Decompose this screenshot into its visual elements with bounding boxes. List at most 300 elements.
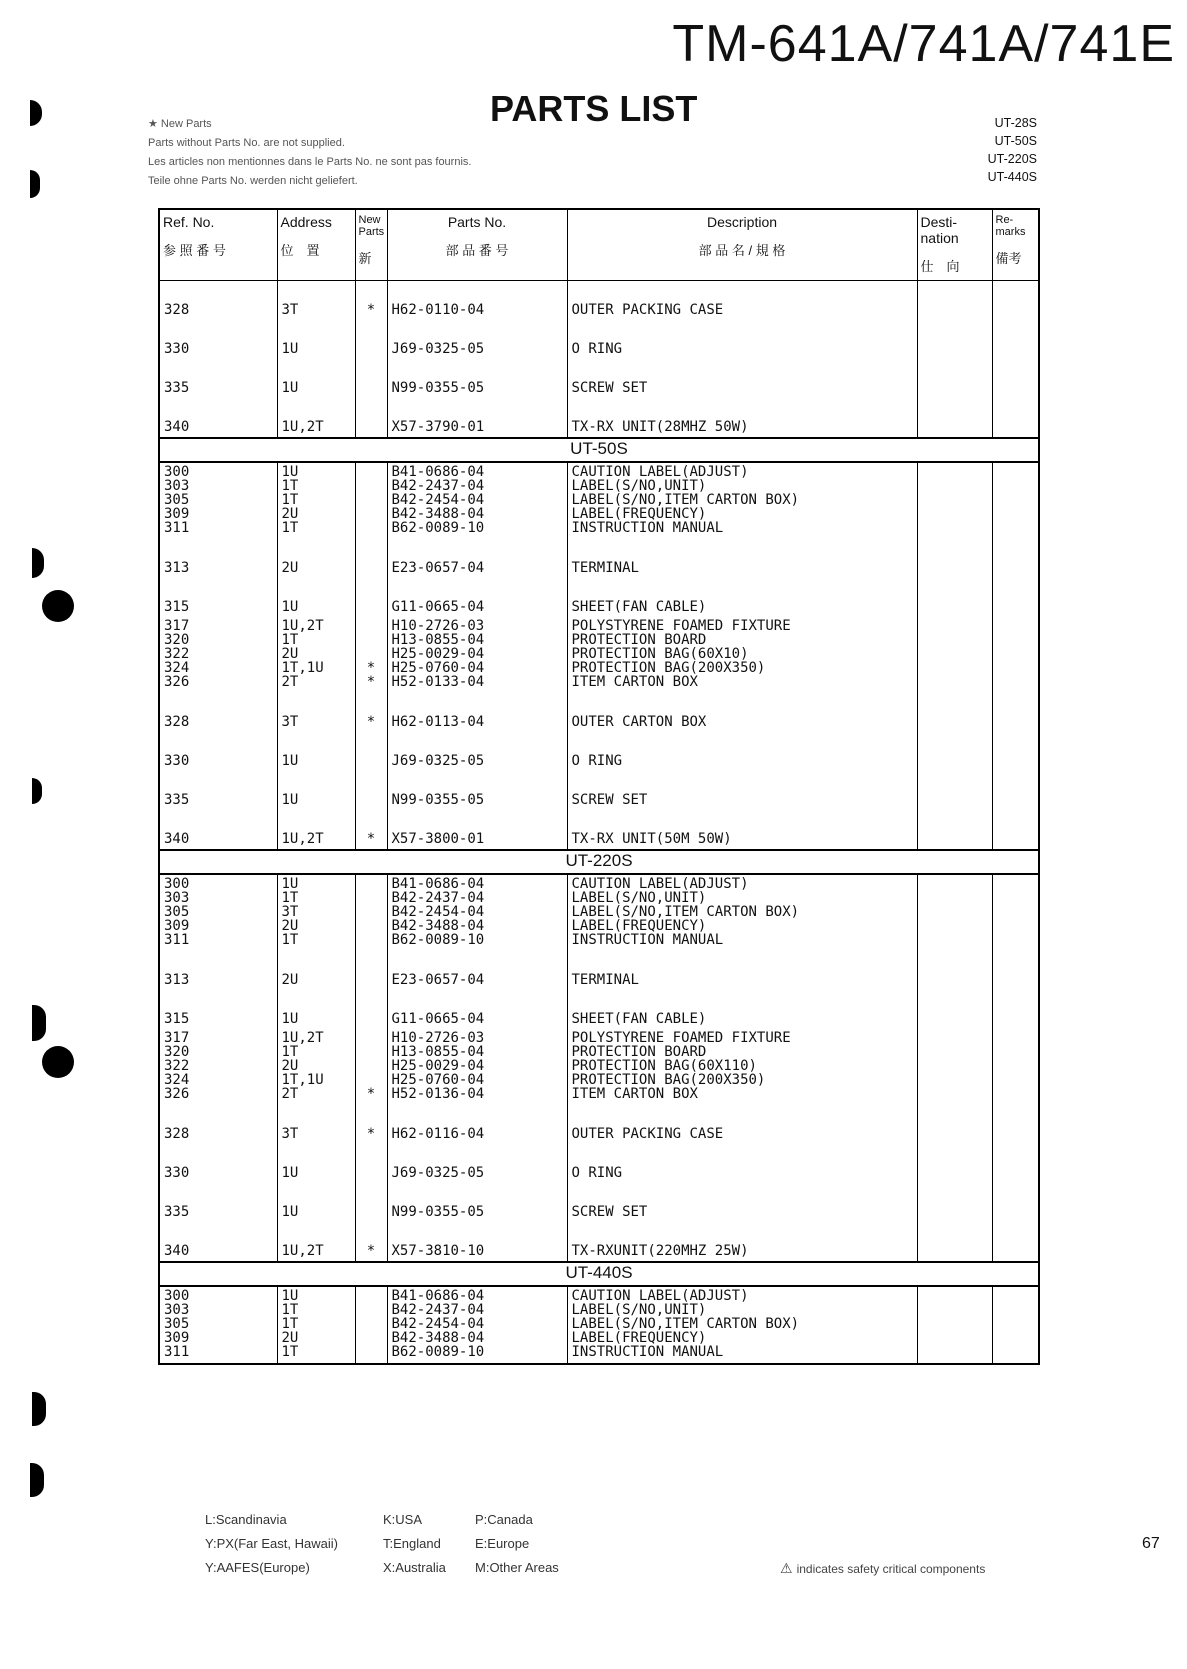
part-number: B42-2454-04 [391,1316,485,1332]
address: 1U,2T [281,1030,324,1046]
address-cell [277,1183,355,1222]
variant-label: UT-440S [987,170,1037,184]
new-part-mark-cell [355,578,387,617]
part-number: B41-0686-04 [391,876,485,892]
part-number-cell [387,578,567,617]
new-part-mark [360,1045,383,1059]
header-address: Address 位 置 [277,209,355,281]
new-part-mark [360,647,383,661]
warning-triangle-icon: ⚠ [780,1560,793,1576]
remarks-cell [992,1144,1039,1183]
note-line: Teile ohne Parts No. werden nicht geliefert. [148,175,358,187]
ref-no-cell [159,1286,277,1364]
parts-table-body [159,281,1039,1365]
address-cell [277,1286,355,1364]
part-number: H13-0855-04 [391,632,485,648]
new-part-mark [360,1317,383,1331]
table-row [159,1144,1039,1183]
new-part-mark-cell [355,320,387,359]
address: 1U [281,1165,299,1181]
address: 3T [281,714,299,730]
description: PROTECTION BAG(200X350) [571,660,766,676]
address: 1T,1U [281,660,324,676]
description: PROTECTION BOARD [571,1044,707,1060]
table-row [159,874,1039,951]
variant-label: UT-220S [987,152,1037,166]
description-cell [567,771,917,810]
description: LABEL(S/NO,UNIT) [571,478,707,494]
address-cell [277,398,355,438]
binding-hole [42,590,74,622]
part-number: H13-0855-04 [391,1044,485,1060]
destination-cell [917,874,992,951]
new-part-mark [360,1059,383,1073]
new-part-mark [360,465,383,479]
section-name: UT-220S [159,850,1039,874]
address: 2U [281,506,299,522]
part-number: B42-2437-04 [391,1302,485,1318]
page-title: PARTS LIST [490,88,698,129]
ref-no: 340 [164,1243,190,1259]
legend-item: L:Scandinavia [205,1512,287,1527]
ref-no: 303 [164,1302,190,1318]
address: 1T [281,890,299,906]
description: TERMINAL [571,560,639,576]
address: 1T [281,932,299,948]
address-cell [277,1029,355,1105]
ref-no-cell [159,732,277,771]
table-row [159,771,1039,810]
description-cell [567,539,917,578]
new-part-mark [360,521,383,535]
part-number-cell [387,990,567,1029]
ref-no: 305 [164,904,190,920]
address: 1U [281,1204,299,1220]
description: SCREW SET [571,380,648,396]
ref-no: 322 [164,646,190,662]
description: TX-RXUNIT(220MHZ 25W) [571,1243,749,1259]
table-row [159,1183,1039,1222]
description-cell [567,1144,917,1183]
new-part-mark [360,919,383,933]
new-part-mark-cell [355,874,387,951]
new-part-mark-cell [355,771,387,810]
remarks-cell [992,462,1039,539]
new-part-mark: * [366,660,376,676]
new-part-mark: * [366,302,376,318]
remarks-cell [992,281,1039,321]
part-number: B62-0089-10 [391,520,485,536]
remarks-cell [992,398,1039,438]
destination-cell [917,1222,992,1262]
new-part-mark: * [366,1126,376,1142]
remarks-cell [992,810,1039,850]
new-part-mark [360,1073,383,1087]
description-cell [567,732,917,771]
ref-no: 328 [164,1126,190,1142]
description: OUTER PACKING CASE [571,1126,724,1142]
address: 2U [281,1330,299,1346]
binding-mark [30,170,40,198]
new-part-mark-cell [355,539,387,578]
ref-no: 309 [164,506,190,522]
part-number: B42-2454-04 [391,904,485,920]
part-number-cell [387,693,567,732]
part-number: X57-3810-10 [391,1243,485,1259]
remarks-cell [992,578,1039,617]
destination-cell [917,578,992,617]
legend-item: Y:AAFES(Europe) [205,1560,310,1575]
address: 1U,2T [281,831,324,847]
remarks-cell [992,771,1039,810]
description: LABEL(S/NO,UNIT) [571,1302,707,1318]
new-part-mark [360,507,383,521]
description: PROTECTION BAG(60X110) [571,1058,757,1074]
ref-no-cell [159,1222,277,1262]
table-row [159,1286,1039,1364]
part-number: E23-0657-04 [391,972,485,988]
new-part-mark [360,493,383,507]
description: O RING [571,753,623,769]
header-remarks: Re- marks 備考 [992,209,1039,281]
description: O RING [571,1165,623,1181]
part-number-cell [387,359,567,398]
description-cell [567,281,917,321]
part-number: E23-0657-04 [391,560,485,576]
new-part-mark [360,479,383,493]
address-cell [277,539,355,578]
header-ref: Ref. No. 参 照 番 号 [159,209,277,281]
binding-mark [32,548,44,578]
new-part-mark [360,1165,383,1181]
new-part-mark [360,380,383,396]
address-cell [277,951,355,990]
new-part-mark: * [366,1086,376,1102]
ref-no: 328 [164,302,190,318]
note-line: Parts without Parts No. are not supplied. [148,137,345,149]
description: INSTRUCTION MANUAL [571,520,724,536]
new-part-mark [360,753,383,769]
ref-no: 317 [164,618,190,634]
address: 1U [281,753,299,769]
description-cell [567,320,917,359]
address: 2U [281,560,299,576]
ref-no-cell [159,1105,277,1144]
description-cell [567,1183,917,1222]
header-parts-no: Parts No. 部 品 番 号 [387,209,567,281]
table-row [159,990,1039,1029]
new-part-mark [360,1303,383,1317]
address: 2U [281,918,299,934]
table-row [159,539,1039,578]
legend-item: M:Other Areas [475,1560,559,1575]
ref-no-cell [159,810,277,850]
legend-item: X:Australia [383,1560,446,1575]
part-number-cell [387,281,567,321]
description: CAUTION LABEL(ADJUST) [571,464,749,480]
new-part-mark-cell [355,990,387,1029]
binding-mark [32,778,42,804]
ref-no: 326 [164,1086,190,1102]
destination-cell [917,320,992,359]
address-cell [277,281,355,321]
description: PROTECTION BOARD [571,632,707,648]
part-number: H25-0029-04 [391,646,485,662]
new-part-mark-cell [355,693,387,732]
safety-note [780,1560,985,1577]
part-number: B62-0089-10 [391,932,485,948]
address-cell [277,810,355,850]
ref-no: 309 [164,918,190,934]
ref-no: 303 [164,890,190,906]
binding-mark [30,1463,44,1497]
part-number: B42-2454-04 [391,492,485,508]
variant-label: UT-50S [994,134,1037,148]
part-number: B42-3488-04 [391,918,485,934]
ref-no: 335 [164,792,190,808]
new-part-mark [360,1289,383,1303]
binding-hole [42,1046,74,1078]
new-part-mark: * [366,831,376,847]
new-part-mark-cell [355,951,387,990]
ref-no: 311 [164,520,190,536]
ref-no: 305 [164,1316,190,1332]
note-line: Les articles non mentionnes dans le Parts No. ne sont pas fournis. [148,156,472,168]
description: LABEL(S/NO,ITEM CARTON BOX) [571,904,800,920]
table-row [159,810,1039,850]
address: 1U [281,341,299,357]
description: ITEM CARTON BOX [571,1086,698,1102]
destination-cell [917,1286,992,1364]
part-number-cell [387,1029,567,1105]
part-number-cell [387,1286,567,1364]
table-row [159,359,1039,398]
destination-legend [205,1512,575,1575]
remarks-cell [992,874,1039,951]
new-part-mark-cell [355,398,387,438]
new-part-mark-cell [355,281,387,321]
address-cell [277,1144,355,1183]
table-row [159,617,1039,693]
description: LABEL(FREQUENCY) [571,506,707,522]
destination-cell [917,462,992,539]
new-part-mark [360,619,383,633]
address-cell [277,874,355,951]
part-number: J69-0325-05 [391,341,485,357]
note-line: ★ New Parts [148,118,212,130]
table-row [159,281,1039,321]
new-part-mark [360,1204,383,1220]
address: 1T [281,632,299,648]
ref-no: 340 [164,831,190,847]
description-cell [567,398,917,438]
description: OUTER CARTON BOX [571,714,707,730]
legend-item: P:Canada [475,1512,533,1527]
ref-no: 311 [164,1344,190,1360]
description: TERMINAL [571,972,639,988]
description-cell [567,810,917,850]
description-cell [567,1029,917,1105]
page-number: 67 [1142,1535,1160,1552]
new-part-mark-cell [355,810,387,850]
ref-no: 322 [164,1058,190,1074]
section-header [159,1262,1039,1286]
table-row [159,732,1039,771]
remarks-cell [992,1105,1039,1144]
ref-no-cell [159,771,277,810]
new-part-mark [360,877,383,891]
table-row [159,951,1039,990]
description-cell [567,462,917,539]
address-cell [277,320,355,359]
description: TX-RX UNIT(50M 50W) [571,831,732,847]
parts-table [158,208,1040,1365]
new-part-mark [360,1331,383,1345]
description: INSTRUCTION MANUAL [571,932,724,948]
description-cell [567,874,917,951]
ref-no: 300 [164,464,190,480]
description-cell [567,578,917,617]
new-part-mark [360,792,383,808]
ref-no-cell [159,398,277,438]
description: SHEET(FAN CABLE) [571,1011,707,1027]
new-part-mark [360,560,383,576]
legend-item: Y:PX(Far East, Hawaii) [205,1536,338,1551]
notes [148,115,668,191]
ref-no: 303 [164,478,190,494]
destination-cell [917,771,992,810]
ref-no: 300 [164,876,190,892]
address-cell [277,578,355,617]
ref-no-cell [159,320,277,359]
description-cell [567,1286,917,1364]
part-number: N99-0355-05 [391,792,485,808]
ref-no: 330 [164,341,190,357]
address: 2T [281,1086,299,1102]
destination-cell [917,990,992,1029]
ref-no-cell [159,578,277,617]
ref-no: 328 [164,714,190,730]
ref-no: 315 [164,599,190,615]
part-number: H52-0133-04 [391,674,485,690]
header-destination: Desti- nation 仕 向 [917,209,992,281]
part-number: H10-2726-03 [391,1030,485,1046]
part-number: X57-3800-01 [391,831,485,847]
destination-cell [917,1105,992,1144]
address: 1T,1U [281,1072,324,1088]
part-number: N99-0355-05 [391,380,485,396]
part-number: B42-2437-04 [391,890,485,906]
safety-note-text: indicates safety critical components [796,1562,986,1576]
address-cell [277,693,355,732]
ref-no: 311 [164,932,190,948]
new-part-mark [360,1031,383,1045]
description: SCREW SET [571,1204,648,1220]
description-cell [567,1105,917,1144]
description-cell [567,693,917,732]
address: 1U [281,876,299,892]
part-number: B41-0686-04 [391,464,485,480]
binding-mark [30,100,42,126]
ref-no-cell [159,951,277,990]
variant-label: UT-28S [994,116,1037,130]
description: OUTER PACKING CASE [571,302,724,318]
new-part-mark-cell [355,1144,387,1183]
section-header [159,850,1039,874]
address-cell [277,1105,355,1144]
ref-no: 305 [164,492,190,508]
ref-no: 330 [164,753,190,769]
destination-cell [917,398,992,438]
new-part-mark [360,972,383,988]
remarks-cell [992,693,1039,732]
destination-cell [917,732,992,771]
destination-cell [917,539,992,578]
ref-no-cell [159,617,277,693]
address: 1U [281,1011,299,1027]
binding-mark [32,1392,46,1426]
section-name: UT-440S [159,1262,1039,1286]
new-part-mark-cell [355,1286,387,1364]
table-row [159,462,1039,539]
new-part-mark: * [366,1243,376,1259]
ref-no: 330 [164,1165,190,1181]
ref-no: 340 [164,419,190,435]
ref-no-cell [159,539,277,578]
remarks-cell [992,320,1039,359]
address-cell [277,990,355,1029]
remarks-cell [992,1183,1039,1222]
table-header [159,209,1039,281]
part-number: H52-0136-04 [391,1086,485,1102]
ref-no-cell [159,693,277,732]
description: CAUTION LABEL(ADJUST) [571,876,749,892]
destination-cell [917,693,992,732]
new-part-mark-cell [355,1222,387,1262]
part-number: N99-0355-05 [391,1204,485,1220]
description: POLYSTYRENE FOAMED FIXTURE [571,1030,791,1046]
description-cell [567,359,917,398]
ref-no: 300 [164,1288,190,1304]
part-number-cell [387,771,567,810]
ref-no-cell [159,462,277,539]
ref-no-cell [159,281,277,321]
table-row [159,320,1039,359]
section-header [159,438,1039,462]
description: LABEL(FREQUENCY) [571,1330,707,1346]
part-number: J69-0325-05 [391,1165,485,1181]
description: LABEL(S/NO,UNIT) [571,890,707,906]
remarks-cell [992,1029,1039,1105]
part-number-cell [387,1222,567,1262]
part-number-cell [387,462,567,539]
new-part-mark [360,891,383,905]
ref-no: 324 [164,1072,190,1088]
address: 1U,2T [281,618,324,634]
description-cell [567,951,917,990]
ref-no-cell [159,359,277,398]
description: LABEL(FREQUENCY) [571,918,707,934]
address: 1U [281,792,299,808]
part-number-cell [387,1105,567,1144]
new-part-mark [360,1345,383,1359]
new-part-mark [360,905,383,919]
ref-no: 313 [164,560,190,576]
address: 1U,2T [281,419,324,435]
model-title: TM-641A/741A/741E [672,15,1175,73]
part-number: G11-0665-04 [391,1011,485,1027]
description-cell [567,617,917,693]
